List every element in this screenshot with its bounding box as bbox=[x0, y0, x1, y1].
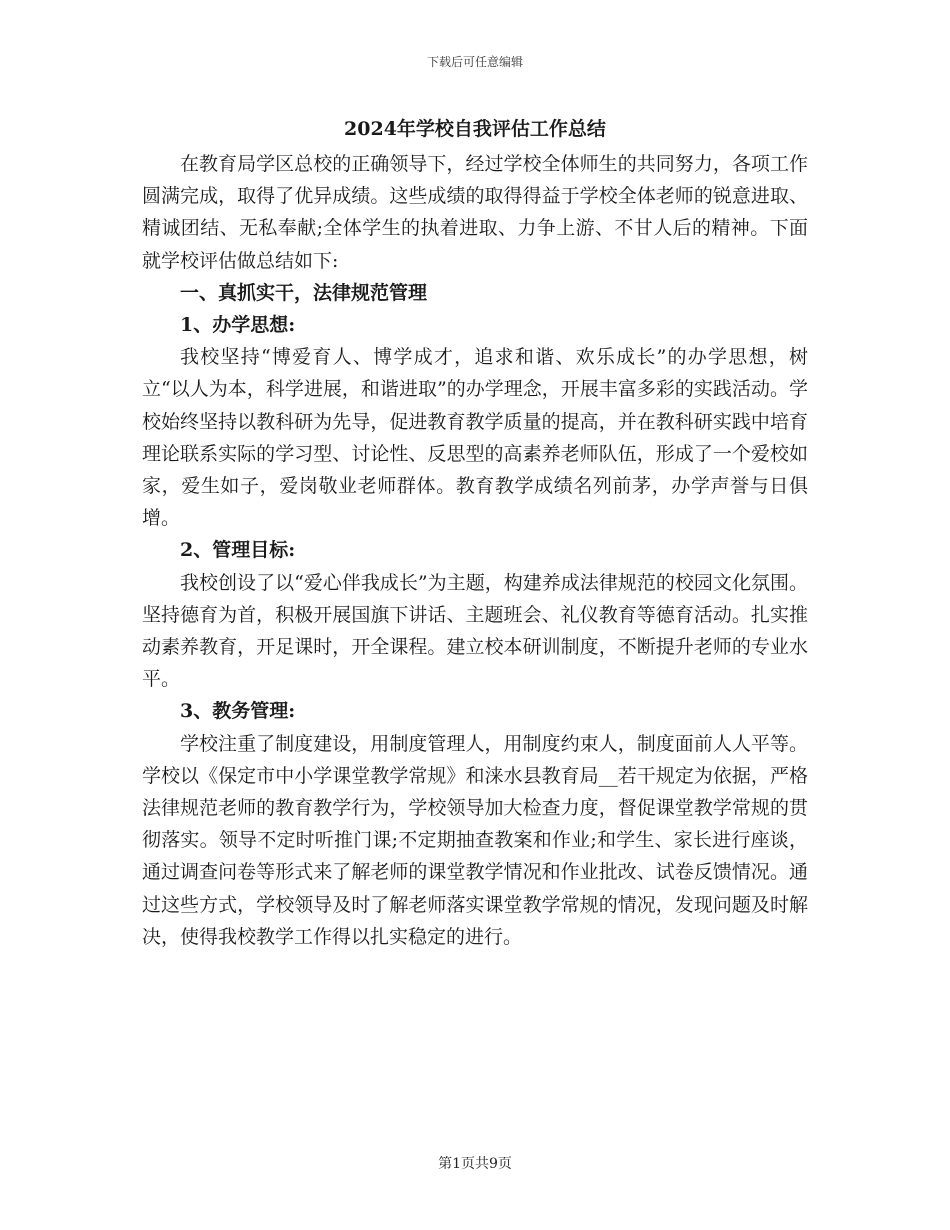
document-body bbox=[142, 148, 808, 953]
section-heading-1: 一、真抓实干，法律规范管理 bbox=[180, 281, 428, 304]
page-footer: 第1页共9页 bbox=[438, 1156, 512, 1172]
subsection-paragraph-1: 我校坚持“博爱育人、博学成才，追求和谐、欢乐成长”的办学思想，树立“以人为本，科学进展，和谐进取”的办学理念，开展丰富多彩的实践活动。学校始终坚持以教科研为先导，促进教育教学质量的提高，并在教科研实践中培育理论联系实际的学习型、讨论性、反思型的高素养老师队伍，形成了一个爱校如家，爱生如子，爱岗敬业老师群体。教育教学成绩名列前茅，办学声誉与日俱增。 bbox=[142, 346, 808, 530]
subsection-heading-1: 1、办学思想: bbox=[180, 314, 296, 337]
subsection-heading-3: 3、教务管理: bbox=[180, 700, 296, 723]
subsection-paragraph-3: 学校注重了制度建设，用制度管理人，用制度约束人，制度面前人人平等。学校以《保定市中小学课堂教学常规》和涞水县教育局__若干规定为依据，严格法律规范老师的教育教学行为，学校领导加大检查力度，督促课堂教学常规的贯彻落实。领导不定时听推门课;不定期抽查教案和作业;和学生、家长进行座谈，通过调查问卷等形式来了解老师的课堂教学情况和作业批改、试卷反馈情况。通过这些方式，学校领导及时了解老师落实课堂教学常规的情况，发现问题及时解决，使得我校教学工作得以扎实稳定的进行。 bbox=[142, 732, 808, 948]
document-title: 2024年学校自我评估工作总结 bbox=[344, 118, 606, 140]
intro-paragraph: 在教育局学区总校的正确领导下，经过学校全体师生的共同努力，各项工作圆满完成，取得了优异成绩。这些成绩的取得得益于学校全体老师的锐意进取、精诚团结、无私奉献;全体学生的执着进取、力争上游、不甘人后的精神。下面就学校评估做总结如下: bbox=[142, 153, 808, 272]
header-note: 下载后可任意编辑 bbox=[426, 55, 523, 69]
subsection-paragraph-2: 我校创设了以“爱心伴我成长”为主题，构建养成法律规范的校园文化氛围。坚持德育为首，积极开展国旗下讲话、主题班会、礼仪教育等德育活动。扎实推动素养教育，开足课时，开全课程。建立校本研训制度，不断提升老师的专业水平。 bbox=[142, 571, 808, 691]
subsection-heading-2: 2、管理目标: bbox=[180, 539, 296, 562]
